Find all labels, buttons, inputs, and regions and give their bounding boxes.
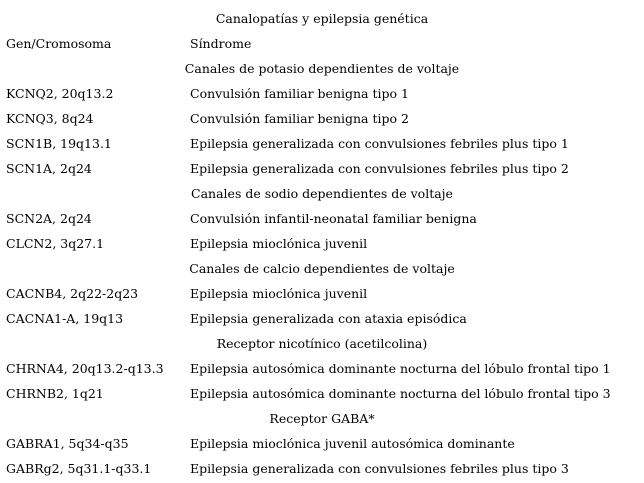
epilepsy-channelopathy-table bbox=[0, 6, 644, 481]
table-row bbox=[0, 456, 644, 481]
table-title-row bbox=[0, 6, 644, 31]
syndrome-cell: Epilepsia mioclónica juvenil autosómica dominante bbox=[190, 436, 515, 451]
syndrome-cell: Epilepsia generalizada con convulsiones febriles plus tipo 2 bbox=[190, 161, 569, 176]
syndrome-cell: Convulsión infantil-neonatal familiar benigna bbox=[190, 211, 477, 226]
section-heading: Receptor nicotínico (acetilcolina) bbox=[216, 336, 428, 351]
table-row bbox=[0, 306, 644, 331]
gene-chromosome-cell: GABRg2, 5q31.1-q33.1 bbox=[6, 461, 152, 476]
syndrome-cell: Epilepsia generalizada con convulsiones febriles plus tipo 3 bbox=[190, 461, 569, 476]
gene-chromosome-cell: SCN1A, 2q24 bbox=[6, 161, 92, 176]
gene-chromosome-cell: CACNA1-A, 19q13 bbox=[6, 311, 124, 326]
syndrome-cell: Epilepsia autosómica dominante nocturna del lóbulo frontal tipo 1 bbox=[190, 361, 611, 376]
table-title: Canalopatías y epilepsia genética bbox=[215, 11, 429, 26]
section-heading-row bbox=[0, 181, 644, 206]
gene-chromosome-cell: CLCN2, 3q27.1 bbox=[6, 236, 105, 251]
gene-chromosome-cell: KCNQ2, 20q13.2 bbox=[6, 86, 114, 101]
gene-chromosome-cell: CACNB4, 2q22-2q23 bbox=[6, 286, 139, 301]
section-heading: Canales de sodio dependientes de voltaje bbox=[191, 186, 453, 201]
table-row bbox=[0, 131, 644, 156]
section-heading: Canales de calcio dependientes de voltaje bbox=[189, 261, 455, 276]
gene-chromosome-cell: SCN2A, 2q24 bbox=[6, 211, 92, 226]
gene-chromosome-cell: KCNQ3, 8q24 bbox=[6, 111, 94, 126]
table-row bbox=[0, 431, 644, 456]
gene-chromosome-cell: CHRNB2, 1q21 bbox=[6, 386, 104, 401]
gene-chromosome-cell: SCN1B, 19q13.1 bbox=[6, 136, 112, 151]
section-heading-row bbox=[0, 331, 644, 356]
table-row bbox=[0, 231, 644, 256]
header-syndrome: Síndrome bbox=[190, 36, 252, 51]
syndrome-cell: Epilepsia mioclónica juvenil bbox=[190, 236, 368, 251]
table-row bbox=[0, 106, 644, 131]
syndrome-cell: Epilepsia mioclónica juvenil bbox=[190, 286, 368, 301]
table-header-row bbox=[0, 31, 644, 56]
section-heading-row bbox=[0, 56, 644, 81]
gene-chromosome-cell: GABRA1, 5q34-q35 bbox=[6, 436, 129, 451]
table-row bbox=[0, 81, 644, 106]
syndrome-cell: Epilepsia generalizada con ataxia episódica bbox=[190, 311, 467, 326]
table-row bbox=[0, 156, 644, 181]
table-body bbox=[0, 56, 644, 481]
gene-chromosome-cell: CHRNA4, 20q13.2-q13.3 bbox=[6, 361, 164, 376]
section-heading: Canales de potasio dependientes de voltaje bbox=[184, 61, 460, 76]
table-row bbox=[0, 381, 644, 406]
syndrome-cell: Convulsión familiar benigna tipo 2 bbox=[190, 111, 409, 126]
header-gene: Gen/Cromosoma bbox=[6, 36, 112, 51]
table-row bbox=[0, 206, 644, 231]
section-heading: Receptor GABA* bbox=[269, 411, 375, 426]
table-row bbox=[0, 281, 644, 306]
table-row bbox=[0, 356, 644, 381]
syndrome-cell: Convulsión familiar benigna tipo 1 bbox=[190, 86, 409, 101]
syndrome-cell: Epilepsia generalizada con convulsiones febriles plus tipo 1 bbox=[190, 136, 569, 151]
section-heading-row bbox=[0, 406, 644, 431]
syndrome-cell: Epilepsia autosómica dominante nocturna del lóbulo frontal tipo 3 bbox=[190, 386, 611, 401]
section-heading-row bbox=[0, 256, 644, 281]
